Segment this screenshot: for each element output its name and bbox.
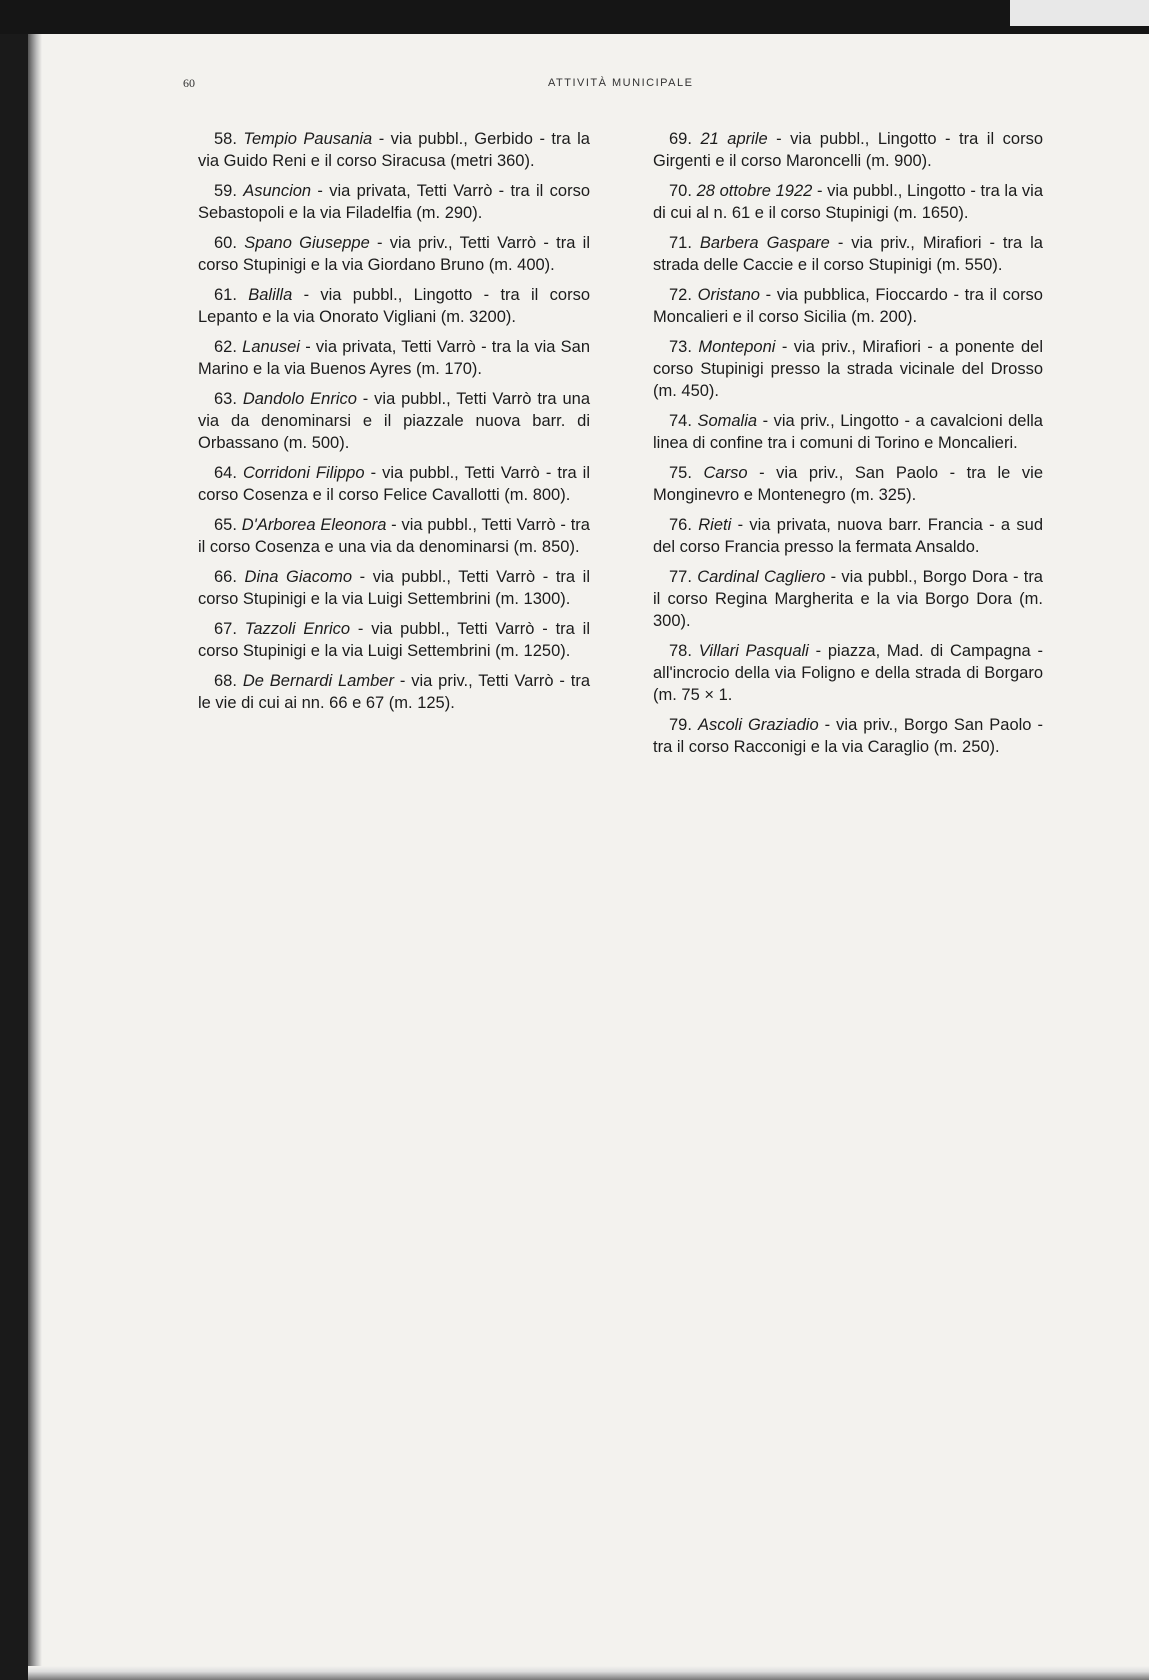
entry-79: 79. Ascoli Graziadio - via priv., Borgo San Paolo - tra il corso Racconigi e la via Caraglio (m. 250). (653, 716, 1043, 756)
right-column (653, 128, 1043, 766)
page-number: 60 (183, 76, 195, 90)
entry-76: 76. Rieti - via privata, nuova barr. Francia - a sud del corso Francia presso la fermata Ansaldo. (653, 516, 1043, 556)
bottom-shadow (28, 1666, 1149, 1680)
entry-72: 72. Oristano - via pubblica, Fioccardo - tra il corso Moncalieri e il corso Sicilia (m. 200). (653, 286, 1043, 326)
entry-68: 68. De Bernardi Lamber - via priv., Tetti Varrò - tra le vie di cui ai nn. 66 e 67 (m. 125). (198, 672, 591, 712)
entry-71: 71. Barbera Gaspare - via priv., Mirafiori - tra la strada delle Caccie e il corso Stupinigi (m. 550). (653, 234, 1043, 274)
entry-73: 73. Monteponi - via priv., Mirafiori - a ponente del corso Stupinigi presso la strada vicinale del Drosso (m. 450). (653, 338, 1043, 400)
entry-67: 67. Tazzoli Enrico - via pubbl., Tetti Varrò - tra il corso Stupinigi e la via Luigi Settembrini (m. 1250). (198, 620, 590, 660)
entry-61: 61. Balilla - via pubbl., Lingotto - tra il corso Lepanto e la via Onorato Vigliani (m. 3200). (198, 286, 590, 326)
entry-69: 69. 21 aprile - via pubbl., Lingotto - tra il corso Girgenti e il corso Maroncelli (m. 900). (653, 130, 1043, 170)
scan-top-edge (1010, 0, 1149, 26)
entry-65: 65. D'Arborea Eleonora - via pubbl., Tetti Varrò - tra il corso Cosenza e una via da denominarsi (m. 850). (198, 516, 590, 556)
left-column (198, 128, 590, 722)
entry-59: 59. Asuncion - via privata, Tetti Varrò - tra il corso Sebastopoli e la via Filadelfia (m. 290). (198, 182, 590, 222)
document-page (28, 34, 1149, 1680)
entry-58: 58. Tempio Pausania - via pubbl., Gerbido - tra la via Guido Reni e il corso Siracusa (metri 360). (198, 130, 590, 170)
entry-70: 70. 28 ottobre 1922 - via pubbl., Lingotto - tra la via di cui al n. 61 e il corso Stupinigi (m. 1650). (653, 182, 1043, 222)
scan-top-border (0, 0, 1149, 34)
entry-60: 60. Spano Giuseppe - via priv., Tetti Varrò - tra il corso Stupinigi e la via Giordano Bruno (m. 400). (198, 234, 590, 274)
spine-shadow (28, 34, 42, 1680)
entry-78: 78. Villari Pasquali - piazza, Mad. di Campagna - all'incrocio della via Foligno e della strada di Borgaro (m. 75 × 1. (653, 642, 1043, 704)
entry-66: 66. Dina Giacomo - via pubbl., Tetti Varrò - tra il corso Stupinigi e la via Luigi Settembrini (m. 1300). (198, 568, 591, 608)
entry-64: 64. Corridoni Filippo - via pubbl., Tetti Varrò - tra il corso Cosenza e il corso Felice Cavallotti (m. 800). (198, 464, 591, 504)
entry-62: 62. Lanusei - via privata, Tetti Varrò - tra la via San Marino e la via Buenos Ayres (m. 170). (198, 338, 591, 378)
entry-75: 75. Carso - via priv., San Paolo - tra le vie Monginevro e Montenegro (m. 325). (653, 464, 1043, 504)
running-head: ATTIVITÀ MUNICIPALE (548, 77, 694, 89)
entry-77: 77. Cardinal Cagliero - via pubbl., Borgo Dora - tra il corso Regina Margherita e la via Borgo Dora (m. 300). (653, 568, 1043, 630)
entry-63: 63. Dandolo Enrico - via pubbl., Tetti Varrò tra una via da denominarsi e il piazzale nuova barr. di Orbassano (m. 500). (198, 390, 590, 452)
entry-74: 74. Somalia - via priv., Lingotto - a cavalcioni della linea di confine tra i comuni di Torino e Moncalieri. (653, 412, 1043, 452)
